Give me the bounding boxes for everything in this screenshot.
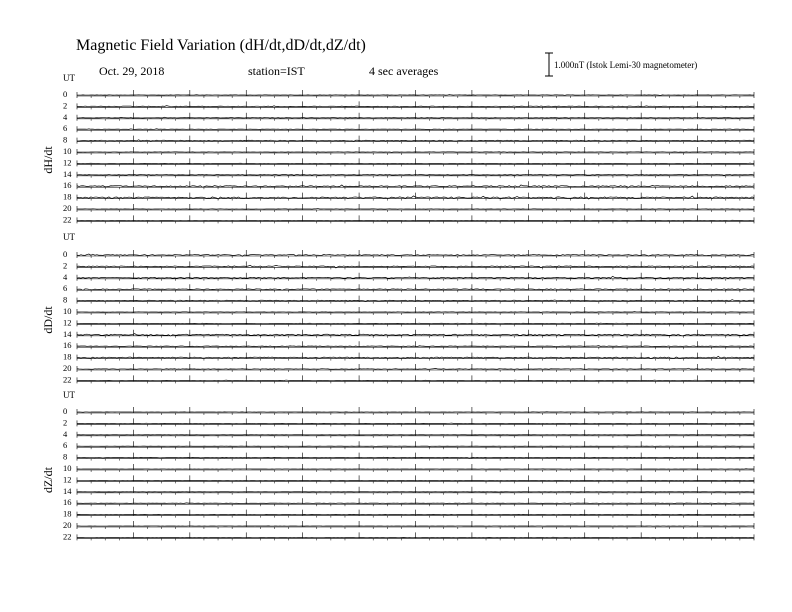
row-hour-label: 12	[63, 474, 72, 485]
series-trace	[77, 163, 754, 164]
series-trace	[77, 312, 754, 313]
station-label: station=IST	[248, 64, 305, 78]
date-label: Oct. 29, 2018	[99, 64, 165, 78]
row-hour-label: 16	[63, 340, 72, 351]
row-hour-label: 0	[63, 249, 68, 259]
row-hour-label: 12	[63, 317, 72, 328]
component-axis-label: dD/dt	[41, 306, 55, 334]
scale-label: 1.000nT (Istok Lemi-30 magnetometer)	[554, 60, 698, 70]
component-axis-label: dZ/dt	[41, 467, 55, 493]
row-hour-label: 2	[63, 260, 68, 271]
series-trace	[77, 457, 754, 458]
row-hour-label: 0	[63, 406, 68, 416]
row-hour-label: 2	[63, 417, 68, 428]
row-hour-label: 22	[63, 374, 72, 385]
row-hour-label: 2	[63, 100, 68, 111]
row-hour-label: 8	[63, 134, 68, 145]
ut-axis-label: UT	[63, 73, 75, 83]
row-hour-label: 12	[63, 157, 72, 168]
row-hour-label: 4	[63, 428, 68, 439]
row-hour-label: 8	[63, 451, 68, 462]
row-hour-label: 10	[63, 306, 72, 316]
row-hour-label: 20	[63, 363, 72, 373]
row-hour-label: 4	[63, 111, 68, 122]
row-hour-label: 20	[63, 203, 72, 213]
row-hour-label: 18	[63, 191, 72, 202]
row-hour-label: 10	[63, 463, 72, 473]
row-hour-label: 18	[63, 351, 72, 362]
row-hour-label: 16	[63, 180, 72, 191]
row-hour-label: 8	[63, 294, 68, 305]
row-hour-label: 6	[63, 123, 68, 134]
row-hour-label: 18	[63, 508, 72, 519]
row-hour-label: 6	[63, 440, 68, 451]
series-trace	[77, 117, 754, 118]
ut-axis-label: UT	[63, 232, 75, 242]
row-hour-label: 6	[63, 283, 68, 294]
row-hour-label: 22	[63, 214, 72, 225]
averaging-label: 4 sec averages	[369, 64, 439, 78]
page-title: Magnetic Field Variation (dH/dt,dD/dt,dZ/dt)	[76, 37, 366, 54]
series-trace	[77, 380, 754, 381]
row-hour-label: 14	[63, 485, 72, 496]
row-hour-label: 0	[63, 89, 68, 99]
row-hour-label: 22	[63, 531, 72, 542]
series-trace	[77, 129, 754, 130]
row-hour-label: 14	[63, 328, 72, 339]
row-hour-label: 16	[63, 497, 72, 508]
row-hour-label: 4	[63, 271, 68, 282]
row-hour-label: 10	[63, 146, 72, 156]
row-hour-label: 14	[63, 168, 72, 179]
ut-axis-label: UT	[63, 390, 75, 400]
component-axis-label: dH/dt	[41, 146, 55, 174]
row-hour-label: 20	[63, 520, 72, 530]
